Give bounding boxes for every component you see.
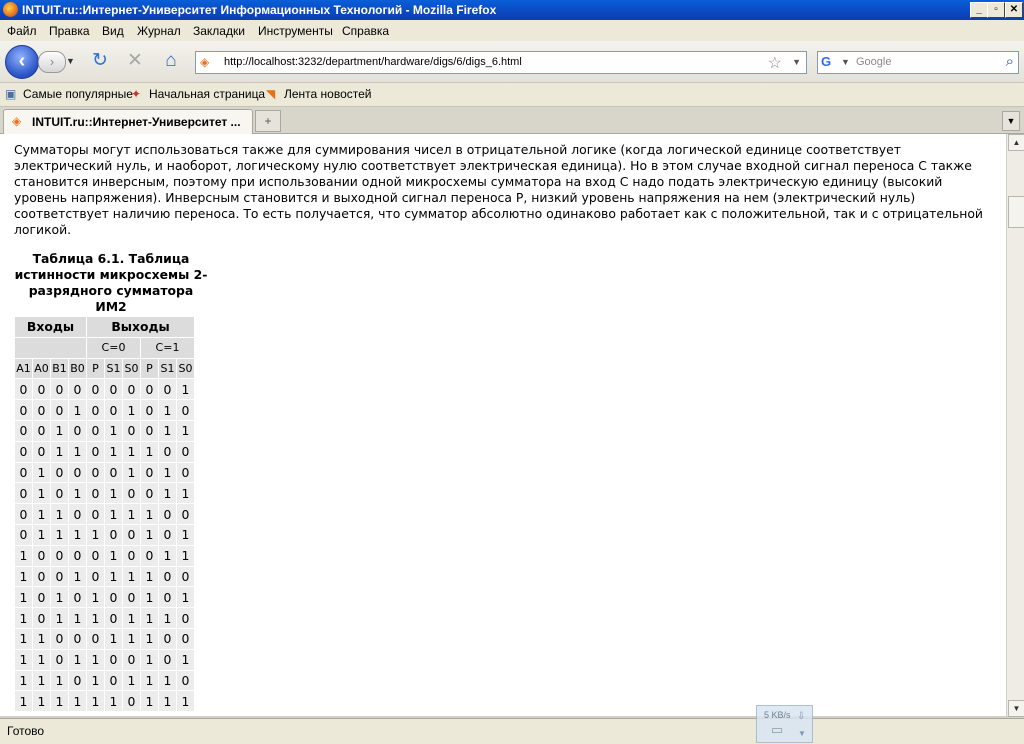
table-cell: 0	[105, 463, 122, 483]
table-row	[15, 421, 194, 441]
table-row	[15, 650, 194, 670]
menu-file[interactable]: Файл	[7, 24, 37, 38]
table-cell: 0	[177, 671, 194, 691]
table-cell: 0	[123, 546, 140, 566]
window-title: INTUIT.ru::Интернет-Университет Информационных Технологий - Mozilla Firefox	[22, 3, 497, 17]
table-cell: 0	[141, 379, 158, 399]
table-cell: 1	[159, 463, 176, 483]
table-cell: 0	[15, 525, 32, 545]
table-cell: 1	[15, 608, 32, 628]
table-cell: 0	[15, 400, 32, 420]
table-cell: 0	[33, 587, 50, 607]
menu-edit[interactable]: Правка	[49, 24, 90, 38]
table-cell: 1	[33, 504, 50, 524]
table-cell: 0	[69, 671, 86, 691]
table-cell: 1	[105, 546, 122, 566]
bookmarks-toolbar	[0, 83, 1024, 107]
header-c1: C=1	[141, 338, 194, 358]
table-row	[15, 442, 194, 462]
menu-bar	[0, 20, 1024, 41]
table-cell: 0	[159, 442, 176, 462]
table-cell: 1	[105, 567, 122, 587]
table-cell: 0	[123, 691, 140, 711]
forward-button[interactable]: ›	[38, 51, 66, 73]
table-cell: 1	[87, 671, 104, 691]
table-cell: 0	[105, 671, 122, 691]
table-cell: 0	[159, 587, 176, 607]
table-cell: 0	[177, 442, 194, 462]
table-cell: 0	[33, 567, 50, 587]
column-header: P	[141, 359, 158, 379]
download-status-widget[interactable]	[756, 705, 813, 743]
content-paragraph: Сумматоры могут использоваться также для суммирования чисел в отрицательной логике (когда логической единице соответствует электрический нуль, и наоборот, логическому нулю соответствует электрическая единица). Но в этом случае входной сигнал переноса C также становится инверсным, поэтому при использовании одной микросхемы сумматора на вход C надо подать электрическую единицу (высокий уровень напряжения). Инверсным становится и выходной сигнал переноса P, низкий уровень напряжения на нем (электрический нуль) соответствует наличию переноса. То есть получается, что сумматор абсолютно одинаково работает как с положительной, так и с отрицательной логикой.	[14, 142, 983, 237]
table-cell: 0	[177, 400, 194, 420]
table-cell: 0	[159, 567, 176, 587]
table-cell: 0	[87, 546, 104, 566]
download-arrow-icon: ⇩	[797, 711, 806, 722]
table-cell: 1	[177, 421, 194, 441]
table-row	[15, 608, 194, 628]
bookmark-most-visited[interactable]	[5, 87, 133, 101]
minimize-button[interactable]: _	[970, 2, 988, 18]
table-header-carry	[15, 338, 194, 358]
table-cell: 0	[51, 400, 68, 420]
table-cell: 1	[51, 421, 68, 441]
table-cell: 0	[15, 442, 32, 462]
table-row	[15, 463, 194, 483]
table-cell: 1	[87, 587, 104, 607]
table-cell: 1	[51, 691, 68, 711]
table-cell: 1	[159, 421, 176, 441]
table-cell: 0	[87, 483, 104, 503]
table-cell: 0	[33, 546, 50, 566]
table-cell: 0	[123, 483, 140, 503]
table-cell: 1	[87, 608, 104, 628]
table-row	[15, 629, 194, 649]
table-cell: 0	[51, 546, 68, 566]
bookmark-star-icon[interactable]: ☆	[767, 55, 782, 72]
table-cell: 0	[51, 629, 68, 649]
bookmark-label: Начальная страница	[149, 87, 266, 101]
table-cell: 1	[123, 671, 140, 691]
table-row	[15, 546, 194, 566]
table-cell: 1	[123, 463, 140, 483]
monitor-icon: ▭	[771, 722, 784, 737]
table-cell: 0	[123, 421, 140, 441]
new-tab-button[interactable]: +	[255, 110, 281, 132]
table-cell: 1	[15, 546, 32, 566]
table-cell: 1	[141, 691, 158, 711]
search-placeholder[interactable]: Google	[856, 56, 892, 68]
table-cell: 1	[69, 650, 86, 670]
table-cell: 0	[15, 421, 32, 441]
table-cell: 0	[33, 379, 50, 399]
table-header-groups	[15, 317, 194, 337]
table-cell: 0	[87, 567, 104, 587]
table-cell: 1	[87, 691, 104, 711]
table-cell: 1	[123, 567, 140, 587]
table-cell: 0	[159, 379, 176, 399]
table-cell: 1	[159, 400, 176, 420]
table-cell: 0	[33, 442, 50, 462]
table-row	[15, 587, 194, 607]
table-cell: 1	[33, 483, 50, 503]
menu-bookmarks[interactable]: Закладки	[193, 24, 245, 38]
table-cell: 0	[159, 504, 176, 524]
tab-title: INTUIT.ru::Интернет-Университет ...	[32, 115, 241, 129]
table-cell: 1	[141, 567, 158, 587]
close-button[interactable]: ✕	[1005, 2, 1023, 18]
table-cell: 0	[141, 483, 158, 503]
table-cell: 1	[177, 525, 194, 545]
table-cell: 1	[15, 650, 32, 670]
table-row	[15, 691, 194, 711]
table-row	[15, 525, 194, 545]
table-cell: 1	[51, 504, 68, 524]
header-inputs: Входы	[15, 317, 86, 337]
search-engine-dropdown-icon[interactable]: ▼	[841, 57, 850, 67]
smart-bookmark-icon: ▣	[5, 87, 17, 101]
table-header-columns	[15, 359, 194, 379]
column-header: A1	[15, 359, 32, 379]
table-cell: 1	[51, 671, 68, 691]
table-cell: 1	[87, 650, 104, 670]
table-cell: 1	[123, 400, 140, 420]
header-outputs: Выходы	[87, 317, 194, 337]
search-box[interactable]	[817, 51, 1019, 74]
table-row	[15, 567, 194, 587]
table-cell: 0	[177, 504, 194, 524]
menu-history[interactable]: Журнал	[137, 24, 181, 38]
firefox-bookmark-icon: ✦	[131, 87, 142, 101]
table-cell: 1	[33, 629, 50, 649]
reload-icon[interactable]: ↻	[92, 50, 108, 71]
table-cell: 0	[141, 546, 158, 566]
table-cell: 1	[177, 379, 194, 399]
search-icon[interactable]: ⌕	[1005, 53, 1014, 70]
table-cell: 1	[123, 442, 140, 462]
table-cell: 1	[51, 442, 68, 462]
table-cell: 1	[141, 608, 158, 628]
download-speed: 5 KB/s	[764, 710, 791, 720]
table-cell: 0	[69, 587, 86, 607]
truth-table	[14, 316, 195, 712]
table-cell: 0	[105, 525, 122, 545]
download-dropdown-icon[interactable]: ▼	[798, 729, 806, 738]
table-cell: 1	[51, 587, 68, 607]
bookmark-label: Лента новостей	[284, 87, 372, 101]
bookmark-news-feed[interactable]	[266, 87, 372, 101]
maximize-button[interactable]: ▫	[987, 2, 1005, 18]
table-cell: 0	[87, 504, 104, 524]
table-cell: 0	[105, 587, 122, 607]
table-cell: 1	[159, 608, 176, 628]
header-c0: C=0	[87, 338, 140, 358]
table-cell: 0	[15, 379, 32, 399]
table-cell: 1	[159, 671, 176, 691]
table-row	[15, 483, 194, 503]
table-cell: 1	[105, 691, 122, 711]
table-cell: 1	[33, 671, 50, 691]
table-cell: 0	[159, 629, 176, 649]
header-empty	[15, 338, 86, 358]
table-cell: 0	[33, 608, 50, 628]
table-cell: 0	[69, 546, 86, 566]
back-button[interactable]: ‹	[5, 45, 39, 79]
table-cell: 1	[141, 671, 158, 691]
table-row	[15, 400, 194, 420]
table-cell: 1	[33, 691, 50, 711]
firefox-icon	[3, 2, 18, 17]
home-icon[interactable]: ⌂	[165, 50, 177, 71]
column-header: S1	[105, 359, 122, 379]
table-cell: 1	[141, 442, 158, 462]
table-cell: 1	[141, 629, 158, 649]
table-cell: 0	[69, 629, 86, 649]
page-content	[0, 134, 1006, 716]
url-text[interactable]: http://localhost:3232/department/hardware/digs/6/digs_6.html	[224, 56, 522, 68]
table-cell: 0	[51, 379, 68, 399]
url-bar[interactable]	[195, 51, 807, 74]
status-bar	[0, 718, 1024, 744]
table-cell: 1	[105, 504, 122, 524]
table-cell: 1	[33, 525, 50, 545]
table-cell: 1	[123, 608, 140, 628]
table-cell: 1	[177, 546, 194, 566]
window-titlebar	[0, 0, 1024, 20]
table-cell: 0	[87, 421, 104, 441]
table-cell: 0	[15, 504, 32, 524]
column-header: S1	[159, 359, 176, 379]
table-cell: 0	[177, 567, 194, 587]
table-cell: 1	[69, 400, 86, 420]
column-header: A0	[33, 359, 50, 379]
table-cell: 0	[87, 442, 104, 462]
table-cell: 0	[105, 379, 122, 399]
table-cell: 0	[87, 379, 104, 399]
table-cell: 1	[69, 567, 86, 587]
bookmark-home-page[interactable]	[131, 87, 265, 101]
table-cell: 0	[177, 629, 194, 649]
table-cell: 0	[141, 463, 158, 483]
table-cell: 1	[159, 691, 176, 711]
table-cell: 1	[159, 483, 176, 503]
google-engine-icon[interactable]: G	[821, 54, 832, 69]
table-cell: 0	[105, 400, 122, 420]
table-cell: 0	[51, 650, 68, 670]
menu-help[interactable]: Справка	[342, 24, 390, 38]
table-cell: 1	[105, 483, 122, 503]
table-cell: 1	[33, 650, 50, 670]
table-cell: 1	[69, 691, 86, 711]
status-text: Готово	[7, 724, 45, 738]
table-caption: Таблица 6.1. Таблица истинности микросхемы 2-разрядного сумматора ИМ2	[14, 251, 208, 314]
table-cell: 1	[105, 442, 122, 462]
table-cell: 0	[105, 650, 122, 670]
column-header: B0	[69, 359, 86, 379]
tab-list-dropdown-icon[interactable]: ▼	[1002, 111, 1020, 131]
table-cell: 0	[15, 463, 32, 483]
scroll-down-arrow-icon[interactable]: ▼	[1008, 700, 1024, 717]
table-row	[15, 379, 194, 399]
table-cell: 0	[159, 525, 176, 545]
history-dropdown-icon[interactable]: ▼	[66, 56, 75, 66]
table-cell: 0	[87, 629, 104, 649]
bookmark-label: Самые популярные	[23, 87, 133, 101]
url-dropdown-icon[interactable]: ▼	[792, 57, 801, 67]
column-header: S0	[177, 359, 194, 379]
table-cell: 1	[15, 587, 32, 607]
table-cell: 0	[69, 379, 86, 399]
table-cell: 1	[69, 483, 86, 503]
table-cell: 1	[141, 587, 158, 607]
stop-icon[interactable]: ✕	[127, 50, 143, 71]
table-cell: 0	[69, 421, 86, 441]
table-cell: 1	[33, 463, 50, 483]
table-cell: 0	[87, 463, 104, 483]
table-cell: 1	[123, 504, 140, 524]
table-cell: 0	[123, 525, 140, 545]
table-cell: 0	[51, 463, 68, 483]
table-cell: 1	[177, 587, 194, 607]
table-cell: 1	[51, 608, 68, 628]
table-cell: 0	[87, 400, 104, 420]
table-cell: 1	[87, 525, 104, 545]
table-cell: 0	[123, 587, 140, 607]
column-header: S0	[123, 359, 140, 379]
table-cell: 0	[177, 608, 194, 628]
tab-favicon-icon: ◈	[12, 114, 22, 128]
table-cell: 0	[33, 400, 50, 420]
rss-icon: ◥	[266, 87, 276, 101]
table-cell: 1	[15, 691, 32, 711]
table-cell: 1	[15, 629, 32, 649]
table-cell: 0	[123, 650, 140, 670]
table-cell: 1	[69, 442, 86, 462]
table-cell: 0	[69, 504, 86, 524]
column-header: B1	[51, 359, 68, 379]
navigation-toolbar	[0, 41, 1024, 83]
table-cell: 1	[15, 671, 32, 691]
table-cell: 1	[177, 650, 194, 670]
table-cell: 1	[105, 421, 122, 441]
table-cell: 1	[141, 525, 158, 545]
table-cell: 1	[177, 691, 194, 711]
site-favicon-icon: ◈	[200, 55, 210, 69]
table-cell: 0	[51, 483, 68, 503]
tab-bar	[0, 107, 1024, 134]
scroll-up-arrow-icon[interactable]: ▲	[1008, 134, 1024, 151]
table-cell: 0	[33, 421, 50, 441]
table-row	[15, 504, 194, 524]
table-cell: 0	[159, 650, 176, 670]
table-cell: 1	[159, 546, 176, 566]
table-cell: 1	[69, 525, 86, 545]
table-cell: 1	[15, 567, 32, 587]
table-cell: 1	[177, 483, 194, 503]
table-cell: 1	[141, 650, 158, 670]
scroll-thumb[interactable]	[1008, 196, 1024, 228]
table-cell: 1	[141, 504, 158, 524]
table-cell: 1	[105, 629, 122, 649]
column-header: P	[87, 359, 104, 379]
table-row	[15, 671, 194, 691]
table-cell: 0	[177, 463, 194, 483]
table-cell: 1	[51, 525, 68, 545]
table-cell: 0	[51, 567, 68, 587]
tab-intuit[interactable]	[3, 109, 253, 134]
menu-tools[interactable]: Инструменты	[258, 24, 333, 38]
table-cell: 0	[105, 608, 122, 628]
table-cell: 0	[69, 463, 86, 483]
table-cell: 0	[141, 421, 158, 441]
vertical-scrollbar[interactable]	[1006, 134, 1024, 716]
table-cell: 1	[69, 608, 86, 628]
table-cell: 1	[123, 629, 140, 649]
table-cell: 0	[141, 400, 158, 420]
table-cell: 0	[123, 379, 140, 399]
table-cell: 0	[15, 483, 32, 503]
menu-view[interactable]: Вид	[102, 24, 124, 38]
